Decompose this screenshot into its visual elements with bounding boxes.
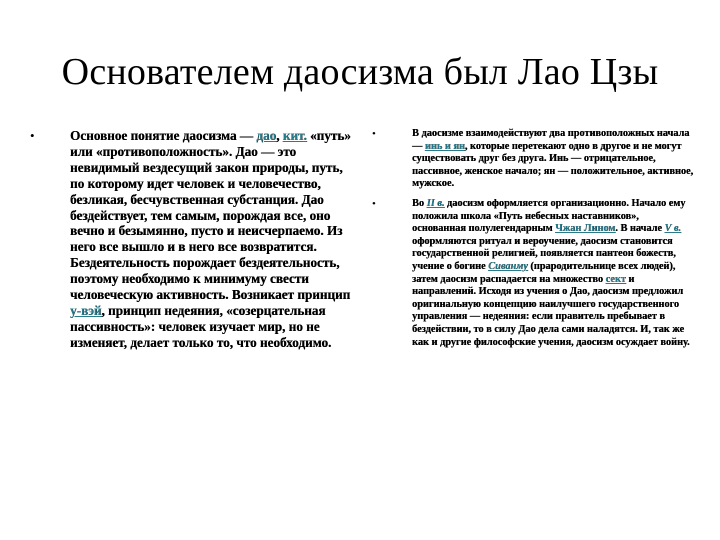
right-column — [372, 128, 694, 356]
text-segment: , принцип недеяния, «созерцательная пассивность»: человек изучает мир, но не изменяет, делает только то, что необходимо. — [70, 302, 332, 350]
text-segment: (прародительнице всех людей), затем даосизм распадается на множество — [412, 260, 676, 285]
link-u-vei[interactable]: у-вэй — [70, 302, 102, 318]
text-segment: Основное понятие даосизма — — [70, 128, 257, 143]
bullet-icon: • — [30, 128, 35, 143]
text-segment: «путь» или «противоположность». Дао — это невидимый вездесущий закон природы, путь, по которому идет человек и человечество, безликая, бесчувственная субстанция. Дао бездействует, тем самым, порождая все, оно вечно и безымянно, пусто и неисчерпаемо. Из него все вышло и в него все возвратится. Бездеятельность порождает бездеятельность, поэтому необходимо к минимуму свести человеческую активность. Возникает принцип — [70, 128, 351, 303]
slide-title: Основателем даосизма был Лао Цзы — [61, 51, 659, 93]
bullet-icon: • — [372, 197, 376, 210]
link-sekt[interactable]: сект — [605, 273, 626, 285]
link-2nd-century[interactable]: II в. — [426, 197, 445, 209]
bullet-item-dao-concept — [30, 128, 355, 351]
text-segment: и направлений. Исходя из учения о Дао, даосизм предложил оригинальную концепцию наилучшего государственного управления — недеяния: если правитель пребывает в бездействии, то в силу Дао дела сами наладятся. И, так же как и другие философские учения, даосизм осуждает войну. — [412, 273, 690, 348]
bullet-item-history — [372, 198, 694, 349]
left-column — [30, 128, 355, 358]
link-zhang-lin[interactable]: Чжан Лином — [555, 223, 616, 235]
link-xiwangmu[interactable]: Сиванму — [488, 260, 528, 272]
bullet-item-yin-yang — [372, 128, 694, 191]
link-dao[interactable]: дао — [256, 128, 277, 143]
text-segment: , — [276, 128, 283, 143]
text-segment: , которые перетекают одно в другое и не могут существовать друг без друга. Инь — отрицательное, пассивное, женское начало; ян — положительное, активное, мужское. — [412, 140, 694, 190]
text-segment: оформляются ритуал и вероучение, даосизм становится государственной религией, появляется пантеон божеств, учение о богине — [412, 235, 676, 272]
link-kit[interactable]: кит. — [282, 128, 307, 143]
link-yin-yang[interactable]: инь и ян — [424, 140, 465, 152]
text-segment: даосизм оформляется организационно. Начало ему положила школа «Путь небесных наставников», основанная полулегендарным — [412, 197, 686, 235]
text-segment: Во — [412, 197, 427, 209]
bullet-icon: • — [372, 128, 376, 140]
text-segment: . В начале — [615, 223, 665, 235]
text-segment: В даосизме взаимодействуют два противоположных начала — — [412, 128, 690, 152]
link-5th-century[interactable]: V в. — [664, 223, 681, 235]
